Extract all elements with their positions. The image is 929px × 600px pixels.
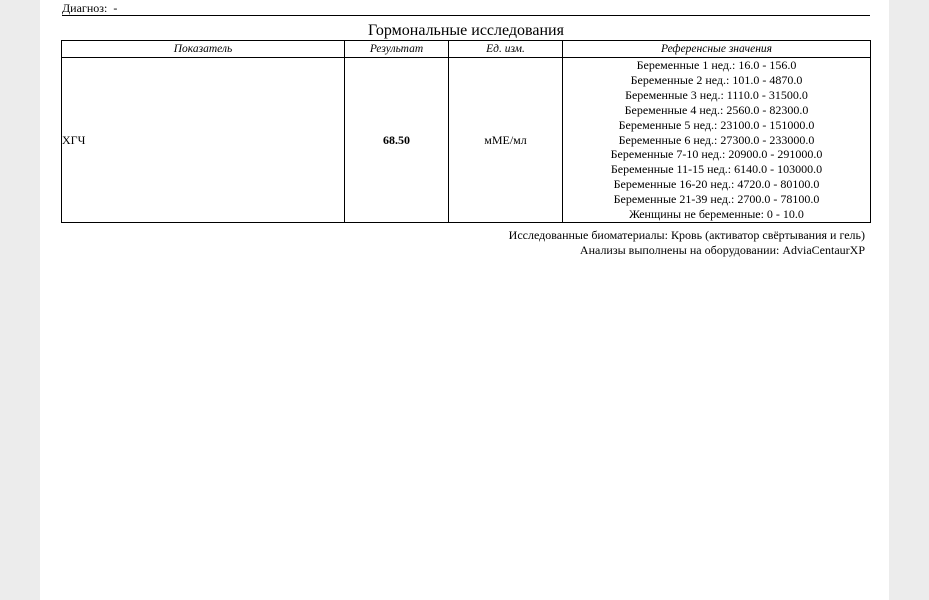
section-title: Гормональные исследования	[368, 22, 564, 39]
header-divider	[62, 15, 870, 16]
column-header-indicator: Показатель	[62, 41, 345, 58]
result-value: 68.50	[345, 58, 449, 223]
table-row	[62, 58, 871, 223]
reference-line: Беременные 16-20 нед.: 4720.0 - 80100.0	[613, 177, 820, 192]
diagnosis-label: Диагноз:	[62, 1, 108, 15]
diagnosis-line	[62, 1, 117, 15]
reference-line: Беременные 3 нед.: 1110.0 - 31500.0	[625, 87, 808, 102]
unit-value: мМЕ/мл	[449, 58, 563, 223]
reference-line: Беременные 2 нед.: 101.0 - 4870.0	[630, 72, 803, 87]
indicator-name: ХГЧ	[62, 58, 345, 223]
reference-values	[563, 58, 871, 223]
column-header-reference: Референсные значения	[563, 41, 871, 58]
column-header-unit: Ед. изм.	[449, 41, 563, 58]
footer-notes	[509, 228, 865, 258]
table-header-row	[62, 41, 871, 58]
equipment-note: Анализы выполнены на оборудовании: AdviaCentaurXP	[579, 243, 865, 257]
results-table	[61, 40, 871, 223]
reference-line: Беременные 5 нед.: 23100.0 - 151000.0	[618, 117, 815, 132]
biomaterial-note: Исследованные биоматериалы: Кровь (активатор свёртывания и гель)	[508, 228, 865, 242]
reference-line: Беременные 1 нед.: 16.0 - 156.0	[636, 58, 797, 72]
document-page	[40, 0, 889, 600]
column-header-result: Результат	[345, 41, 449, 58]
reference-line: Беременные 21-39 нед.: 2700.0 - 78100.0	[613, 192, 820, 207]
reference-line: Женщины не беременные: 0 - 10.0	[629, 207, 804, 222]
reference-line: Беременные 4 нед.: 2560.0 - 82300.0	[624, 102, 809, 117]
diagnosis-value: -	[113, 1, 118, 15]
reference-line: Беременные 11-15 нед.: 6140.0 - 103000.0	[610, 162, 823, 177]
reference-line: Беременные 6 нед.: 27300.0 - 233000.0	[618, 132, 815, 147]
reference-line: Беременные 7-10 нед.: 20900.0 - 291000.0	[610, 147, 823, 162]
